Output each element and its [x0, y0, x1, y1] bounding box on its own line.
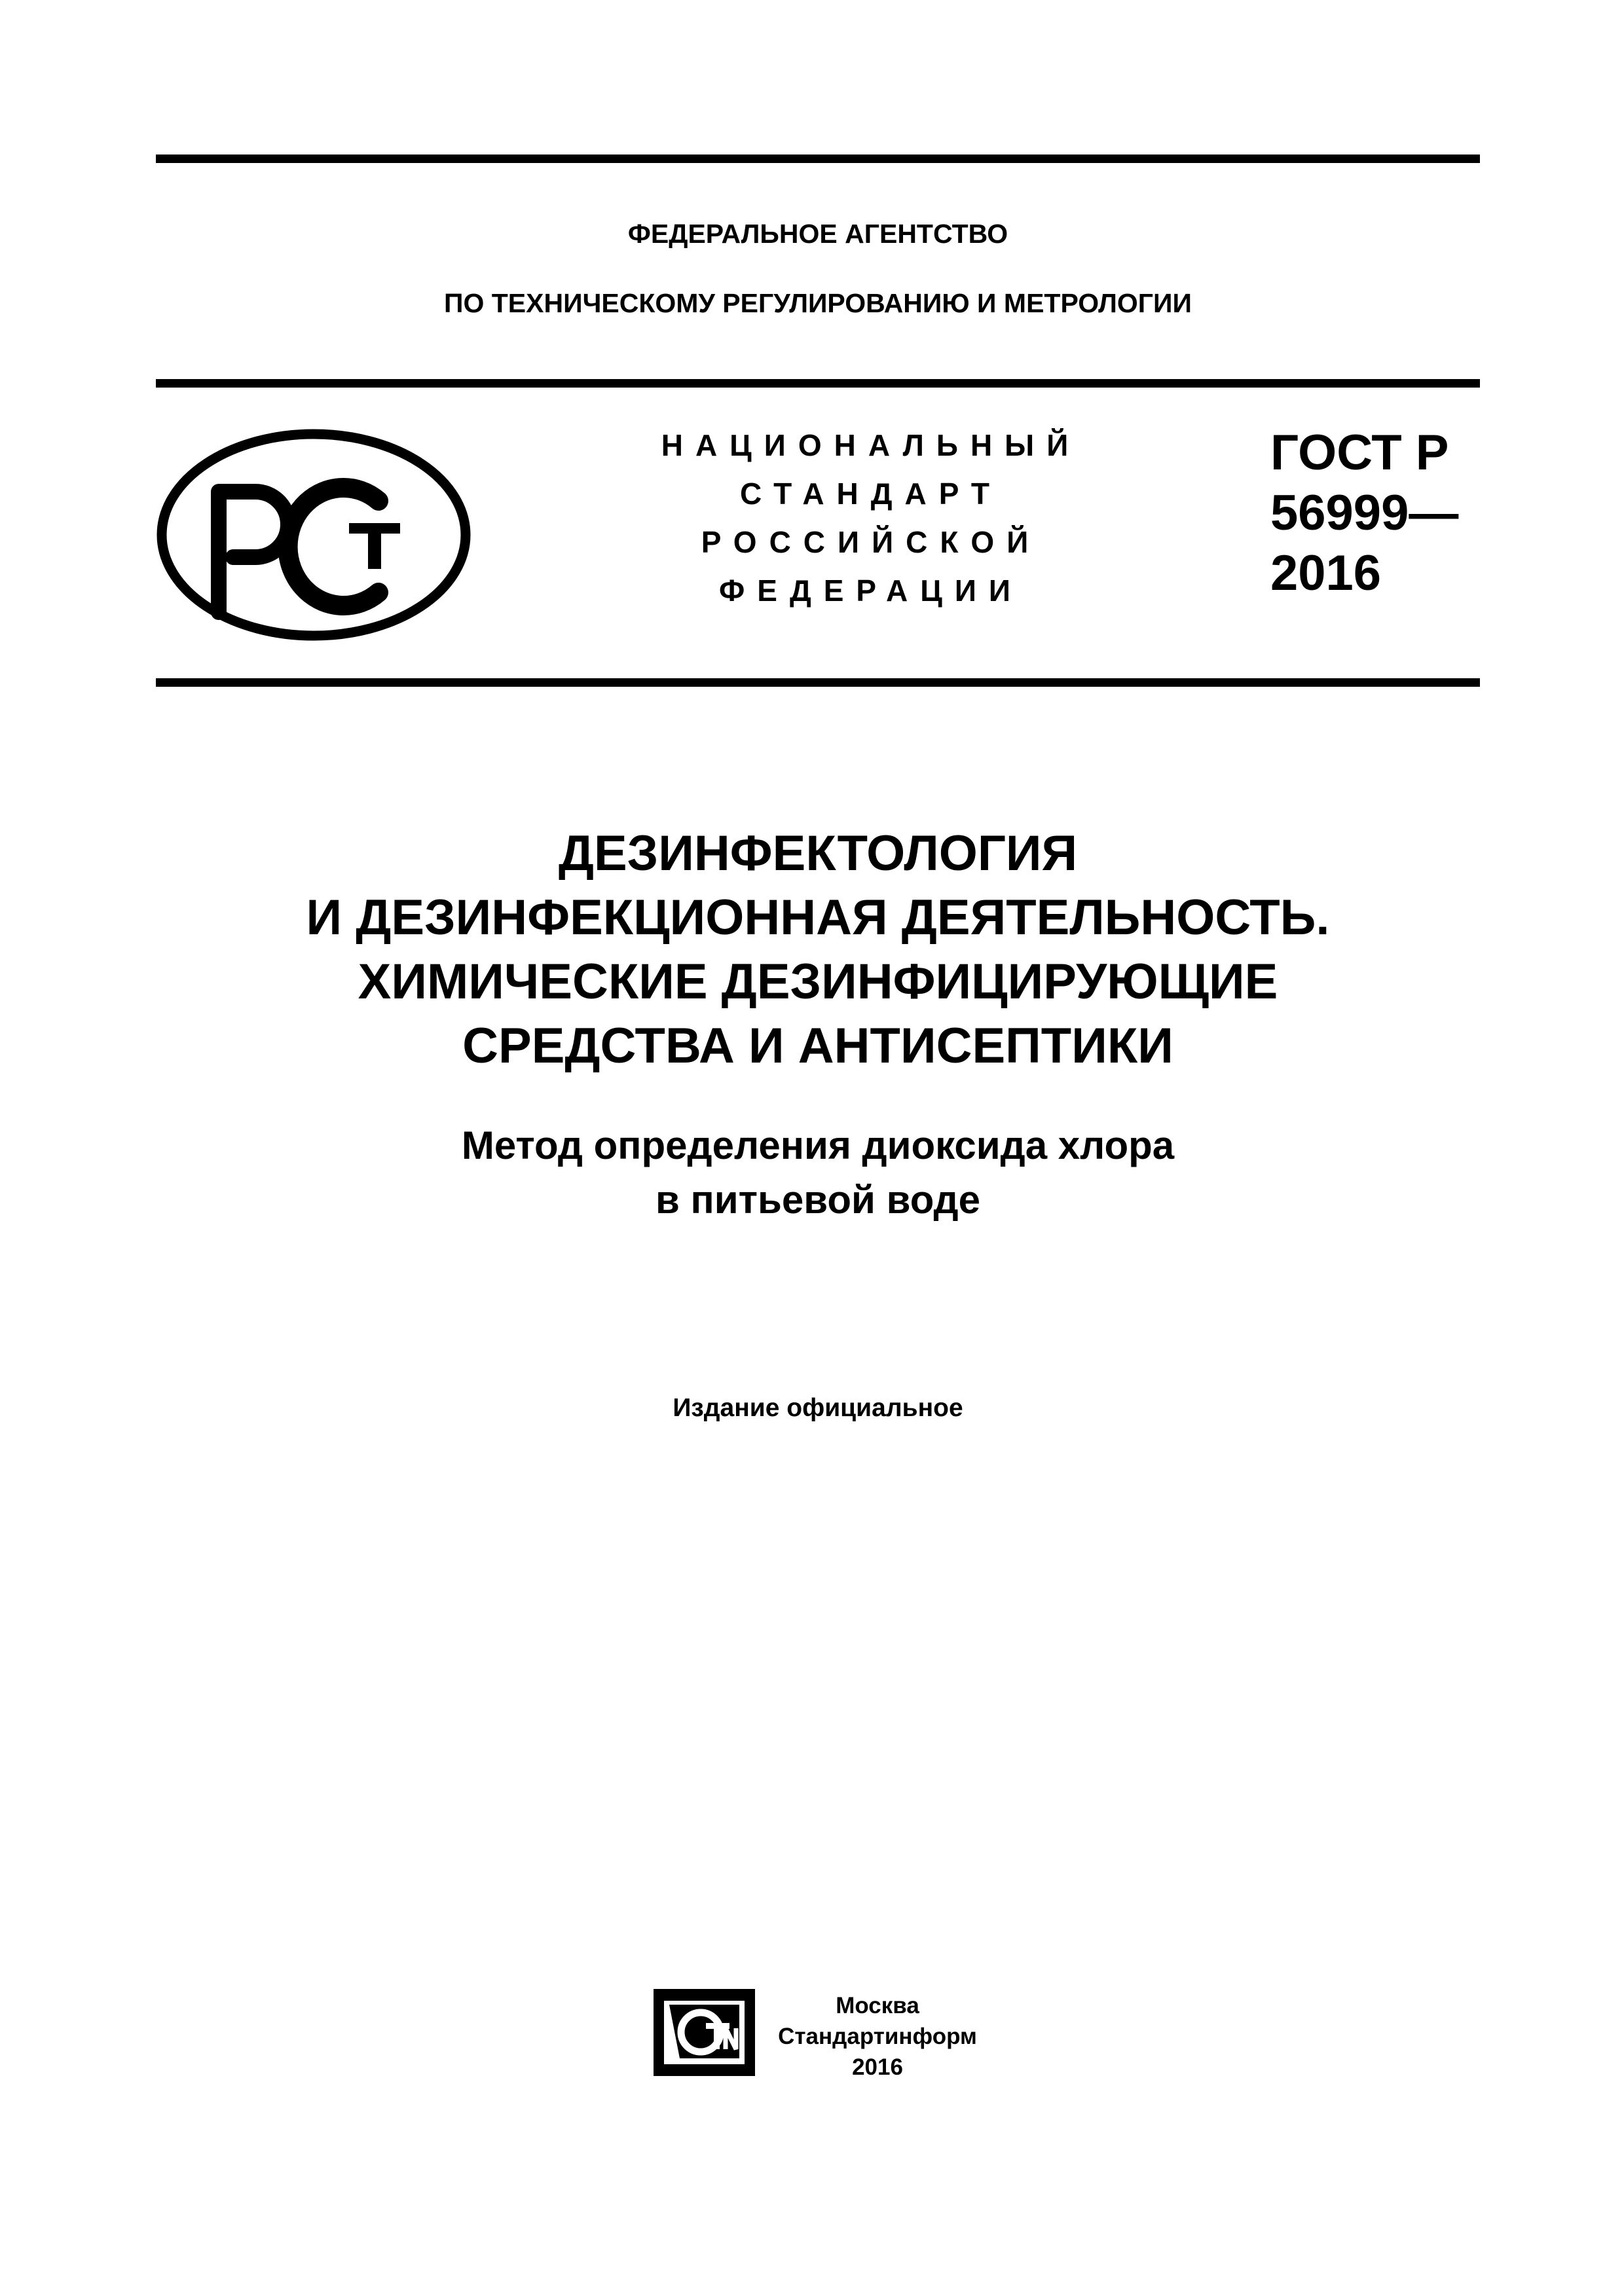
title-line: ДЕЗИНФЕКТОЛОГИЯ [558, 826, 1078, 881]
national-standard-line: НАЦИОНАЛЬНЫЙ [661, 428, 1081, 462]
publisher-block [769, 1990, 986, 2083]
title-line: И ДЕЗИНФЕКЦИОННАЯ ДЕЯТЕЛЬНОСТЬ. [306, 890, 1330, 945]
designation-line: 56999— [1270, 485, 1459, 541]
top-rule [156, 155, 1480, 163]
designation-line: ГОСТ Р [1270, 425, 1449, 481]
header-rule [156, 379, 1480, 388]
national-standard-line: СТАНДАРТ [740, 477, 1002, 511]
document-subtitle [156, 1118, 1480, 1227]
standartinform-logo-icon [654, 1989, 755, 2076]
publisher-city: Москва [836, 1993, 919, 2018]
edition-label: Издание официальное [673, 1394, 963, 1422]
title-line: СРЕДСТВА И АНТИСЕПТИКИ [462, 1018, 1173, 1074]
gost-r-emblem-icon [156, 429, 471, 642]
standard-designation [1270, 423, 1480, 604]
national-standard-line: ФЕДЕРАЦИИ [719, 574, 1023, 608]
publisher-year: 2016 [852, 2054, 903, 2080]
subtitle-line: в питьевой воде [655, 1178, 981, 1222]
title-line: ХИМИЧЕСКИЕ ДЕЗИНФИЦИРУЮЩИЕ [358, 954, 1278, 1010]
national-standard-line: РОССИЙСКОЙ [701, 525, 1041, 559]
agency-line-1: ФЕДЕРАЛЬНОЕ АГЕНТСТВО [627, 219, 1008, 249]
designation-line: 2016 [1270, 545, 1382, 601]
agency-line-2: ПО ТЕХНИЧЕСКОМУ РЕГУЛИРОВАНИЮ И МЕТРОЛОГИИ [444, 288, 1192, 318]
document-title [156, 822, 1480, 1078]
national-standard-label [576, 421, 1166, 615]
subtitle-line: Метод определения диоксида хлора [461, 1123, 1175, 1167]
header-bottom-rule [156, 678, 1480, 687]
publisher-name: Стандартинформ [778, 2024, 977, 2049]
